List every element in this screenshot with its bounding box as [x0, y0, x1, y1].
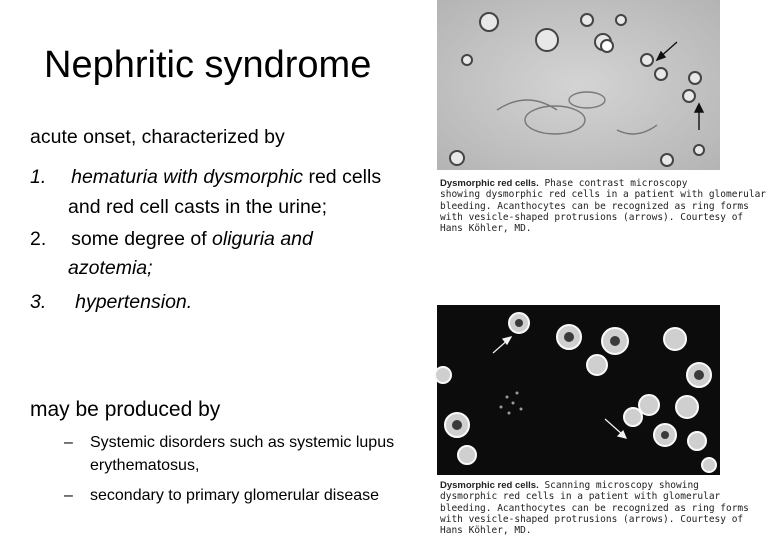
- sub-item-line: erythematosus,: [90, 457, 200, 474]
- sub-item-dash: –: [64, 434, 73, 451]
- phase-contrast-micrograph: [437, 0, 720, 170]
- sub-item-dash: –: [64, 487, 73, 504]
- list-text: some degree of: [71, 228, 213, 250]
- intro-text: acute onset, characterized by: [30, 126, 285, 148]
- list-item: [30, 226, 313, 253]
- produced-by-text: may be produced by: [30, 398, 221, 421]
- list-item-continuation: azotemia;: [68, 257, 153, 279]
- list-number: 1.: [30, 166, 47, 188]
- figure-caption: Dysmorphic red cells. Scanning microscopy showing dysmorphic red cells in a patient with glomerular bleeding. Acanthocytes can be recognized as ring forms with vesicle-shaped protrusions (arrows). Courtesy of Hans Köhler, MD.: [440, 480, 749, 537]
- list-text: red cells: [303, 166, 382, 188]
- list-item: [30, 164, 381, 191]
- scanning-micrograph: [437, 305, 720, 475]
- list-text: hematuria with dysmorphic: [71, 166, 304, 188]
- list-item: [30, 289, 192, 316]
- sub-item-line: Systemic disorders such as systemic lupus: [90, 434, 395, 451]
- list-number: 3.: [30, 291, 47, 313]
- list-text: hypertension.: [75, 291, 193, 313]
- sub-item-line: secondary to primary glomerular disease: [90, 487, 380, 504]
- list-number: 2.: [30, 228, 47, 250]
- list-text: oliguria and: [212, 228, 313, 250]
- slide-title: Nephritic syndrome: [44, 44, 372, 86]
- figure-caption: Dysmorphic red cells. Phase contrast microscopy showing dysmorphic red cells in a patient with glomerular bleeding. Acanthocytes can be recognized as ring forms with vesicle-shaped protrusions (arrows). Courtesy of Hans Köhler, MD.: [440, 178, 766, 235]
- list-item-continuation: and red cell casts in the urine;: [68, 196, 328, 218]
